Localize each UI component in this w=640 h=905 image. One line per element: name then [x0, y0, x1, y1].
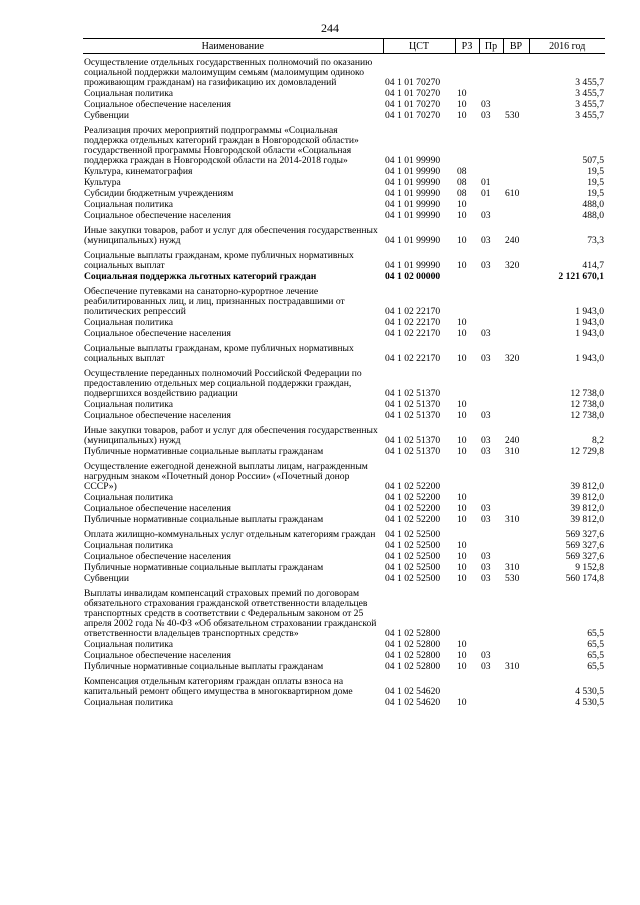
row-cst: 04 1 02 22170: [385, 353, 441, 364]
row-name: Осуществление ежегодной денежной выплаты лицам, награжденным нагрудным знаком «Почетный донор России» («Почетный донор СССР»): [84, 461, 368, 492]
row-rz: 10: [457, 493, 467, 503]
row-rz: 10: [457, 260, 467, 271]
row-vr: [503, 200, 529, 211]
page-number: 244: [321, 21, 339, 35]
row-rz: 10: [457, 111, 467, 121]
row-cst: 04 1 02 52500: [385, 541, 441, 551]
row-value: 65,5: [587, 628, 604, 639]
row-pr: 01: [481, 189, 491, 199]
table-row: [83, 400, 605, 411]
row-name: Субсидии бюджетным учреждениям: [84, 189, 234, 199]
table-row: [83, 574, 605, 585]
table-row: [83, 272, 605, 283]
row-vr: [503, 318, 529, 329]
table-row: [83, 200, 605, 211]
row-pr: [479, 365, 503, 400]
row-value: 488,0: [582, 211, 604, 221]
row-name: Социальное обеспечение населения: [84, 552, 231, 562]
row-vr: [503, 493, 529, 504]
row-name: Социальная политика: [84, 89, 173, 99]
row-pr: 03: [481, 211, 491, 221]
row-cst: 04 1 01 99990: [385, 167, 441, 177]
table-row: [83, 340, 605, 365]
row-rz: 10: [457, 200, 467, 210]
row-cst: 04 1 02 52800: [385, 640, 441, 650]
row-pr: 03: [481, 574, 491, 584]
row-name: Субвенции: [84, 111, 129, 121]
row-name: Социальное обеспечение населения: [84, 329, 231, 339]
row-value: 73,3: [587, 235, 604, 246]
table-row: [83, 541, 605, 552]
row-cst: 04 1 02 54620: [385, 698, 441, 708]
row-name: Субвенции: [84, 574, 129, 584]
table-row: [83, 283, 605, 318]
row-name: Осуществление отдельных государственных полномочий по оказанию социальной поддержки малоимущим семьям (малоимущим одиноко проживающим гражданам) на газификацию их домовладений: [84, 57, 373, 88]
row-cst: 04 1 01 99990: [385, 178, 441, 188]
row-cst: 04 1 02 00000: [385, 272, 441, 282]
row-value: 65,5: [587, 640, 604, 650]
row-rz: [455, 272, 479, 283]
budget-table: [83, 38, 605, 709]
row-cst: 04 1 02 52200: [385, 481, 441, 492]
row-vr: [503, 365, 529, 400]
row-rz: [455, 54, 479, 90]
table-row: [83, 122, 605, 167]
row-vr: 530: [505, 574, 520, 584]
row-name: Обеспечение путевками на санаторно-курортное лечение реабилитированных лиц, и лиц, признанных пострадавшими от политических репрессий: [84, 286, 345, 317]
row-vr: 310: [505, 563, 520, 573]
row-vr: [503, 541, 529, 552]
row-vr: [503, 122, 529, 167]
row-pr: 03: [481, 662, 491, 672]
table-row: [83, 247, 605, 272]
row-cst: 04 1 02 52800: [385, 662, 441, 672]
row-name: Выплаты инвалидам компенсаций страховых премий по договорам обязательного страхования гражданской ответственности владельцев транспортных средств в соответствии с Федеральным законом от 25 апреля 2002 года № 40-ФЗ «Об обязательном страховании гражданской ответственности владельцев транспортных средств»: [84, 588, 377, 639]
row-vr: [503, 283, 529, 318]
row-cst: 04 1 01 70270: [385, 77, 441, 88]
row-name: Социальная политика: [84, 493, 173, 503]
row-vr: [503, 698, 529, 709]
row-rz: [455, 673, 479, 698]
row-vr: 240: [505, 435, 520, 446]
row-pr: 03: [481, 651, 491, 661]
row-pr: [479, 122, 503, 167]
row-pr: [479, 640, 503, 651]
row-name: Социальная политика: [84, 318, 173, 328]
row-pr: [479, 585, 503, 640]
row-cst: 04 1 02 51370: [385, 447, 441, 457]
row-rz: 10: [457, 447, 467, 457]
row-cst: 04 1 02 51370: [385, 411, 441, 421]
row-value: 39 812,0: [570, 481, 604, 492]
table-row: [83, 585, 605, 640]
row-vr: [503, 54, 529, 90]
row-value: 414,7: [582, 260, 604, 271]
table-row: [83, 651, 605, 662]
row-vr: [503, 329, 529, 340]
row-cst: 04 1 02 51370: [385, 435, 441, 446]
table-row: [83, 365, 605, 400]
row-rz: 10: [457, 435, 467, 446]
row-rz: [455, 585, 479, 640]
row-rz: 10: [457, 563, 467, 573]
row-rz: 10: [457, 574, 467, 584]
row-value: 3 455,7: [575, 111, 604, 121]
table-row: [83, 458, 605, 493]
row-value: 39 812,0: [570, 493, 604, 503]
row-rz: 10: [457, 235, 467, 246]
row-value: 8,2: [592, 435, 604, 446]
row-name: Реализация прочих мероприятий подпрограммы «Социальная поддержка отдельных категорий граждан в Новгородской области» государственной программы Новгородской области «Социальная поддержка граждан в Новгородской области на 2014-2018 годы»: [84, 125, 359, 166]
row-pr: 03: [481, 329, 491, 339]
row-rz: 10: [457, 100, 467, 110]
row-pr: 03: [481, 563, 491, 573]
row-cst: 04 1 01 70270: [385, 89, 441, 99]
row-pr: 03: [481, 260, 491, 271]
row-name: Публичные нормативные социальные выплаты гражданам: [84, 447, 324, 457]
table-row: [83, 673, 605, 698]
row-pr: 03: [481, 515, 491, 525]
row-vr: [503, 526, 529, 541]
row-name: Социальное обеспечение населения: [84, 211, 231, 221]
row-value: 12 729,8: [570, 447, 604, 457]
row-rz: 08: [457, 178, 467, 188]
row-vr: 320: [505, 353, 520, 364]
row-cst: 04 1 01 99990: [385, 211, 441, 221]
row-pr: [479, 167, 503, 178]
row-cst: 04 1 02 52500: [385, 552, 441, 562]
row-rz: [455, 283, 479, 318]
row-cst: 04 1 02 52500: [385, 529, 441, 540]
header-year: 2016 год: [529, 39, 605, 54]
row-name: Публичные нормативные социальные выплаты гражданам: [84, 662, 324, 672]
row-name: Социальная поддержка льготных категорий граждан: [84, 272, 317, 282]
row-vr: 240: [505, 235, 520, 246]
table-row: [83, 178, 605, 189]
row-rz: 10: [457, 318, 467, 328]
row-vr: 310: [505, 515, 520, 525]
row-name: Осуществление переданных полномочий Российской Федерации по предоставлению отдельных мер социальной поддержки граждан, подвергшихся воздействию радиации: [84, 368, 362, 399]
row-value: 19,5: [587, 189, 604, 199]
row-vr: [503, 100, 529, 111]
row-vr: 320: [505, 260, 520, 271]
row-cst: 04 1 02 54620: [385, 686, 441, 697]
row-value: 1 943,0: [575, 353, 604, 364]
row-rz: [455, 458, 479, 493]
row-value: 3 455,7: [575, 89, 604, 99]
row-cst: 04 1 01 99990: [385, 155, 441, 166]
row-pr: 03: [481, 100, 491, 110]
table-row: [83, 211, 605, 222]
table-row: [83, 515, 605, 526]
row-rz: 08: [457, 167, 467, 177]
table-row: [83, 662, 605, 673]
table-header-row: [83, 39, 605, 54]
table-row: [83, 504, 605, 515]
row-name: Социальная политика: [84, 541, 173, 551]
row-cst: 04 1 02 52200: [385, 504, 441, 514]
row-cst: 04 1 01 70270: [385, 111, 441, 121]
row-pr: 03: [481, 552, 491, 562]
row-vr: [503, 504, 529, 515]
row-pr: 03: [481, 447, 491, 457]
header-vr: ВР: [503, 39, 529, 54]
row-cst: 04 1 02 52200: [385, 493, 441, 503]
row-cst: 04 1 02 22170: [385, 318, 441, 328]
table-row: [83, 447, 605, 458]
table-row: [83, 526, 605, 541]
row-rz: 10: [457, 329, 467, 339]
row-cst: 04 1 02 52800: [385, 628, 441, 639]
table-row: [83, 111, 605, 122]
row-value: 560 174,8: [565, 574, 604, 584]
header-rz: РЗ: [455, 39, 479, 54]
row-pr: [479, 400, 503, 411]
row-pr: 01: [481, 178, 491, 188]
header-name: Наименование: [83, 39, 383, 54]
row-vr: [503, 651, 529, 662]
row-value: 39 812,0: [570, 515, 604, 525]
row-name: Культура: [84, 178, 121, 188]
row-value: 3 455,7: [575, 100, 604, 110]
row-pr: [479, 698, 503, 709]
row-vr: [503, 673, 529, 698]
table-row: [83, 493, 605, 504]
row-pr: [479, 673, 503, 698]
table-row: [83, 698, 605, 709]
row-cst: 04 1 02 51370: [385, 388, 441, 399]
row-name: Социальное обеспечение населения: [84, 504, 231, 514]
row-pr: [479, 318, 503, 329]
row-vr: 310: [505, 447, 520, 457]
table-row: [83, 167, 605, 178]
row-value: 4 530,5: [575, 698, 604, 708]
row-value: 1 943,0: [575, 318, 604, 328]
row-rz: 10: [457, 353, 467, 364]
row-vr: 310: [505, 662, 520, 672]
table-row: [83, 318, 605, 329]
row-value: 1 943,0: [575, 329, 604, 339]
table-body: [83, 54, 605, 710]
table-row: [83, 189, 605, 200]
row-rz: [455, 365, 479, 400]
row-cst: 04 1 01 70270: [385, 100, 441, 110]
row-rz: 10: [457, 651, 467, 661]
row-pr: 03: [481, 411, 491, 421]
row-pr: [479, 54, 503, 90]
row-cst: 04 1 01 99990: [385, 235, 441, 246]
row-value: 9 152,8: [575, 563, 604, 573]
row-name: Социальная политика: [84, 698, 173, 708]
table-row: [83, 640, 605, 651]
row-rz: 10: [457, 552, 467, 562]
row-value: 19,5: [587, 167, 604, 177]
table-row: [83, 552, 605, 563]
table-row: [83, 422, 605, 447]
row-pr: 03: [481, 504, 491, 514]
table-row: [83, 100, 605, 111]
table-row: [83, 54, 605, 90]
row-vr: 610: [505, 189, 520, 199]
row-value: 19,5: [587, 178, 604, 188]
header-pr: Пр: [479, 39, 503, 54]
row-name: Публичные нормативные социальные выплаты гражданам: [84, 515, 324, 525]
row-value: 3 455,7: [575, 77, 604, 88]
row-vr: [503, 585, 529, 640]
row-name: Социальная политика: [84, 200, 173, 210]
row-value: 4 530,5: [575, 686, 604, 697]
row-value: 569 327,6: [565, 552, 604, 562]
row-value: 12 738,0: [570, 388, 604, 399]
table-row: [83, 563, 605, 574]
row-name: Иные закупки товаров, работ и услуг для обеспечения государственных (муниципальных) нужд: [84, 225, 378, 246]
row-cst: 04 1 02 22170: [385, 329, 441, 339]
table-row: [83, 89, 605, 100]
row-value: 39 812,0: [570, 504, 604, 514]
row-pr: [479, 526, 503, 541]
row-rz: 10: [457, 662, 467, 672]
row-name: Компенсация отдельным категориям граждан оплаты взноса на капитальный ремонт общего имущества в многоквартирном доме: [84, 676, 353, 697]
row-value: 569 327,6: [565, 529, 604, 540]
row-name: Иные закупки товаров, работ и услуг для обеспечения государственных (муниципальных) нужд: [84, 425, 378, 446]
row-cst: 04 1 02 52800: [385, 651, 441, 661]
row-value: 1 943,0: [575, 306, 604, 317]
row-pr: [479, 272, 503, 283]
row-value: 12 738,0: [570, 411, 604, 421]
row-name: Публичные нормативные социальные выплаты гражданам: [84, 563, 324, 573]
row-pr: 03: [481, 353, 491, 364]
row-rz: 10: [457, 698, 467, 708]
table-row: [83, 411, 605, 422]
row-name: Социальное обеспечение населения: [84, 100, 231, 110]
row-vr: [503, 411, 529, 422]
header-cst: ЦСТ: [383, 39, 455, 54]
row-value: 65,5: [587, 651, 604, 661]
row-cst: 04 1 02 51370: [385, 400, 441, 410]
row-value: 569 327,6: [565, 541, 604, 551]
row-pr: 03: [481, 111, 491, 121]
row-rz: 10: [457, 211, 467, 221]
row-rz: 10: [457, 504, 467, 514]
row-pr: [479, 493, 503, 504]
row-vr: [503, 552, 529, 563]
row-rz: 10: [457, 640, 467, 650]
row-vr: 530: [505, 111, 520, 121]
row-cst: 04 1 02 52200: [385, 515, 441, 525]
row-value: 12 738,0: [570, 400, 604, 410]
row-pr: 03: [481, 235, 491, 246]
row-rz: 10: [457, 515, 467, 525]
row-pr: 03: [481, 435, 491, 446]
row-cst: 04 1 01 99990: [385, 200, 441, 210]
row-name: Оплата жилищно-коммунальных услуг отдельным категориям граждан: [84, 529, 376, 540]
row-pr: [479, 89, 503, 100]
row-pr: [479, 283, 503, 318]
row-pr: [479, 200, 503, 211]
row-rz: 10: [457, 400, 467, 410]
row-rz: 10: [457, 411, 467, 421]
row-cst: 04 1 01 99990: [385, 260, 441, 271]
row-rz: [455, 122, 479, 167]
row-vr: [503, 89, 529, 100]
row-vr: [503, 178, 529, 189]
row-name: Социальное обеспечение населения: [84, 411, 231, 421]
row-name: Социальные выплаты гражданам, кроме публичных нормативных социальных выплат: [84, 250, 354, 271]
row-pr: [479, 541, 503, 552]
row-vr: [503, 167, 529, 178]
row-value: 65,5: [587, 662, 604, 672]
row-cst: 04 1 02 22170: [385, 306, 441, 317]
row-rz: 10: [457, 541, 467, 551]
table-row: [83, 222, 605, 247]
row-name: Культура, кинематография: [84, 167, 193, 177]
row-name: Социальная политика: [84, 400, 173, 410]
row-pr: [479, 458, 503, 493]
row-value: 507,5: [582, 155, 604, 166]
row-cst: 04 1 02 52500: [385, 574, 441, 584]
row-rz: [455, 526, 479, 541]
row-name: Социальные выплаты гражданам, кроме публичных нормативных социальных выплат: [84, 343, 354, 364]
row-value: 2 121 670,1: [558, 272, 604, 282]
row-cst: 04 1 01 99990: [385, 189, 441, 199]
row-vr: [503, 211, 529, 222]
row-rz: 10: [457, 89, 467, 99]
row-vr: [503, 640, 529, 651]
row-name: Социальная политика: [84, 640, 173, 650]
row-vr: [503, 400, 529, 411]
row-vr: [503, 272, 529, 283]
row-name: Социальное обеспечение населения: [84, 651, 231, 661]
row-value: 488,0: [582, 200, 604, 210]
row-cst: 04 1 02 52500: [385, 563, 441, 573]
row-vr: [503, 458, 529, 493]
row-rz: 08: [457, 189, 467, 199]
table-row: [83, 329, 605, 340]
